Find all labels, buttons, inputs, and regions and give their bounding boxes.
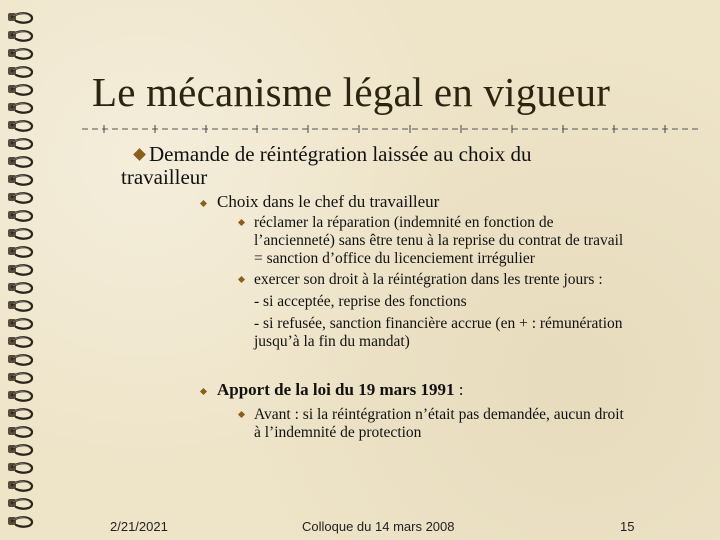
item-line: exercer son droit à la réintégration dans les trente jours : [254, 271, 603, 288]
item-line: réclamer la réparation (indemnité en fonction de [254, 214, 554, 231]
footer-date: 2/21/2021 [110, 519, 168, 534]
slide-title: Le mécanisme légal en vigueur [92, 69, 611, 115]
item-line: - si refusée, sanction financière accrue (en + : rémunération [254, 315, 623, 332]
item-line: - si acceptée, reprise des fonctions [254, 293, 467, 310]
bullet-text-cont: travailleur [121, 165, 208, 189]
bullet-text: Demande de réintégration laissée au choix du [149, 142, 532, 166]
title-divider [82, 122, 702, 136]
footer-center: Colloque du 14 mars 2008 [302, 519, 455, 534]
sub-bullet-choix: Choix dans le chef du travailleur [217, 192, 440, 211]
item-line: jusqu’à la fin du mandat) [254, 333, 410, 350]
sub-bullet-apport [217, 380, 464, 400]
spiral-binding [2, 4, 36, 536]
bullet-reintegration [121, 142, 655, 189]
item-line: Avant : si la réintégration n’était pas demandée, aucun droit [254, 406, 624, 423]
item-line: à l’indemnité de protection [254, 424, 422, 441]
item-line: l’ancienneté) sans être tenu à la reprise du contrat de travail [254, 232, 624, 249]
item-reintegration [254, 271, 694, 351]
item-reparation [254, 214, 694, 268]
footer-page-number: 15 [620, 519, 635, 534]
apport-bold: Apport de la loi du 19 mars 1991 [217, 380, 455, 399]
item-avant [254, 406, 694, 442]
item-line: = sanction d’office du licenciement irrégulier [254, 250, 535, 267]
apport-rest: : [454, 380, 464, 399]
